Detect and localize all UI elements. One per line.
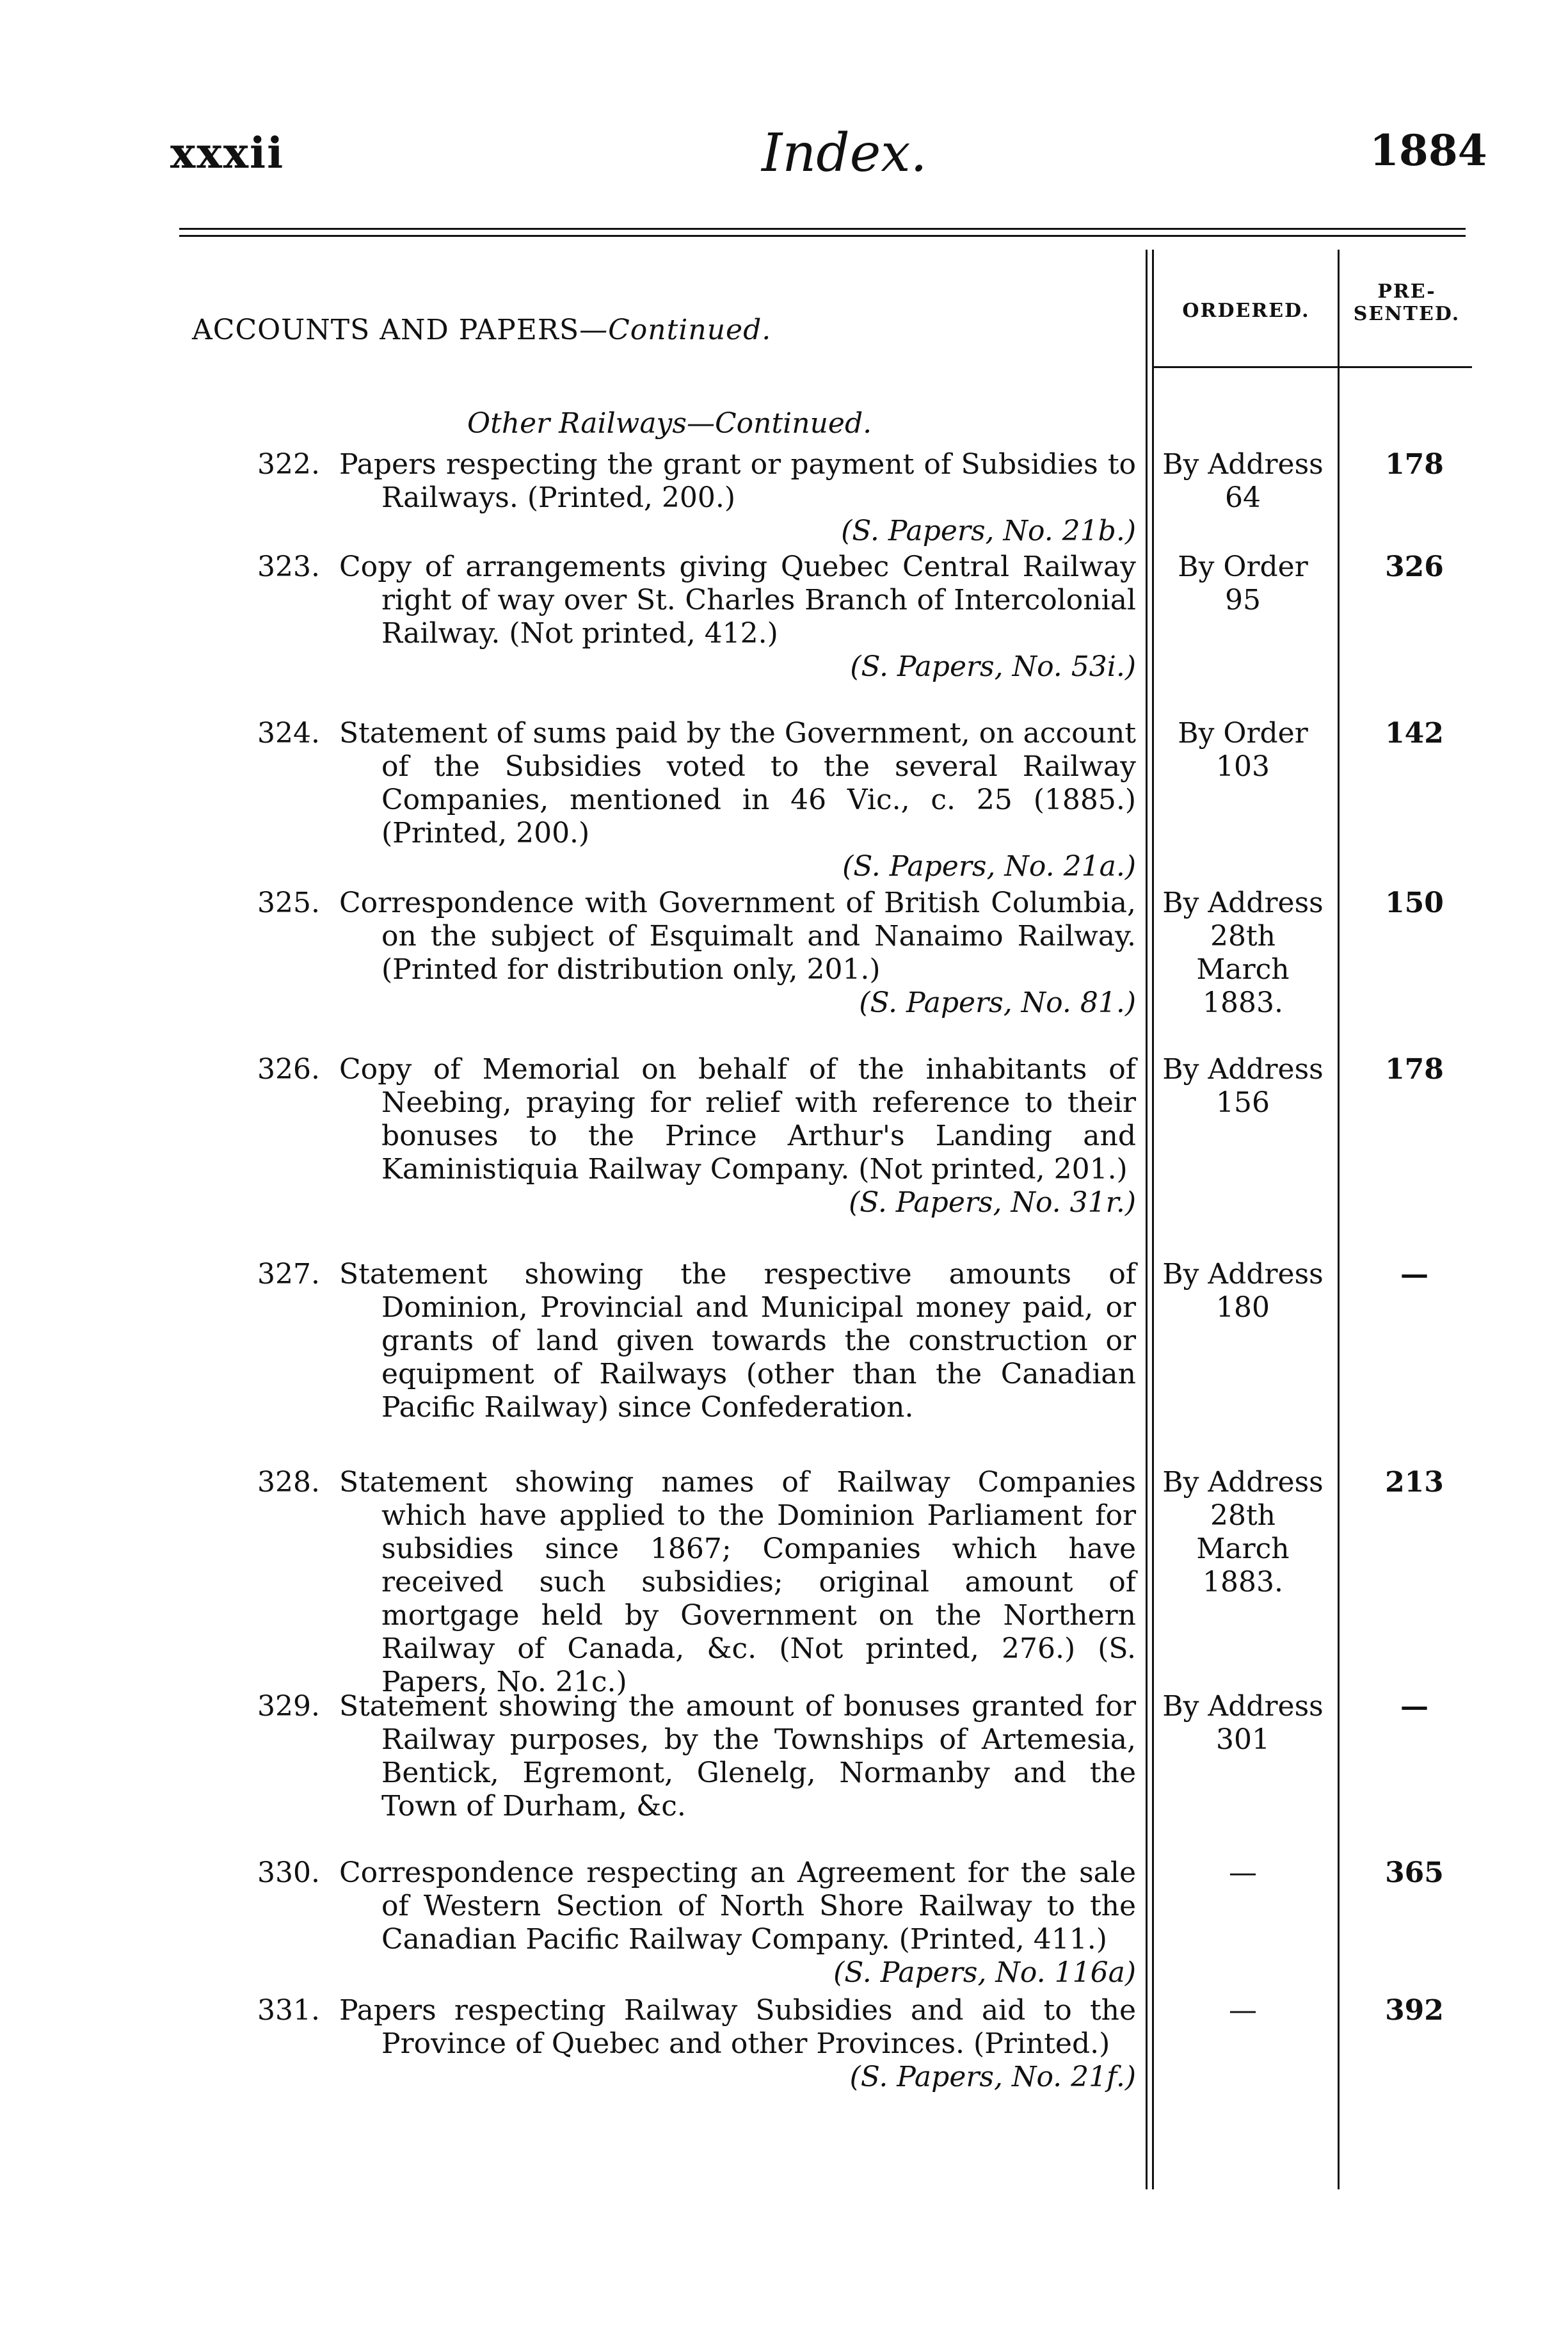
entry-number: 329. <box>257 1690 320 1723</box>
list-item <box>257 551 1136 684</box>
entry-description <box>339 1994 1136 2061</box>
entry-ordered-by: By Address <box>1162 1466 1324 1499</box>
entry-ordered-ref: 28th March 1883. <box>1196 1499 1290 1598</box>
column-rule-right <box>1338 250 1340 2189</box>
entry-ordered <box>1160 551 1326 617</box>
entry-ordered-ref: 95 <box>1225 584 1261 616</box>
entry-description-text: Papers respecting the grant or payment of Subsidies to Railways. (Printed, 200.) <box>339 448 1136 514</box>
entry-presented: — <box>1400 1258 1428 1291</box>
entry-number: 323. <box>257 551 320 583</box>
entry-description <box>339 1466 1136 1699</box>
entry-ordered-ref: 28th March 1883. <box>1196 920 1290 1019</box>
entry-number: 322. <box>257 448 320 481</box>
entry-description-text: Statement showing the respective amounts of Dominion, Provincial and Municipal money paid, or grants of land given towards the construction or equipment of Railways (other than the Canadian Pacific Railway) since Confederation. <box>339 1258 1136 1424</box>
entry-presented: 150 <box>1385 887 1444 919</box>
entry-presented: — <box>1400 1690 1428 1723</box>
entry-ordered <box>1160 887 1326 1020</box>
entry-description <box>339 887 1136 986</box>
entry-ordered-by: By Order <box>1178 717 1308 750</box>
column-presented-header-line1: PRE- <box>1377 280 1436 303</box>
entry-ordered-by: By Address <box>1162 887 1324 919</box>
entry-description-text: Copy of arrangements giving Quebec Central Railway right of way over St. Charles Branch of Intercolonial Railway. (Not printed, 412.) <box>339 551 1136 650</box>
entry-description <box>339 717 1136 850</box>
list-item <box>257 887 1136 1020</box>
entry-ordered <box>1160 717 1326 784</box>
entry-ordered-by: By Address <box>1162 1690 1324 1723</box>
entry-ordered-by: By Address <box>1162 1258 1324 1291</box>
entry-number: 324. <box>257 717 320 750</box>
entry-ordered <box>1160 1690 1326 1757</box>
column-ordered-header: ORDERED. <box>1182 300 1310 322</box>
entry-number: 325. <box>257 887 320 919</box>
entry-paper-reference: (S. Papers, No. 116a) <box>833 1956 1136 1989</box>
entry-description <box>339 551 1136 650</box>
entry-ordered-by: — <box>1229 1856 1257 1889</box>
section-continued: —Continued. <box>579 314 772 346</box>
list-item <box>257 1053 1136 1219</box>
list-item <box>257 1856 1136 1990</box>
entry-ordered-ref: 64 <box>1225 481 1261 514</box>
column-head-rule <box>1152 366 1472 368</box>
entry-description-text: Papers respecting Railway Subsidies and aid to the Province of Quebec and other Provinces. (Printed.) <box>339 1994 1136 2060</box>
list-item <box>257 1690 1136 1823</box>
entry-ordered <box>1160 1053 1326 1120</box>
entry-ordered <box>1160 1994 1326 2027</box>
entry-description-text: Correspondence respecting an Agreement for the sale of Western Section of North Shore Railway to the Canadian Pacific Railway Company. (Printed, 411.) <box>339 1856 1136 1956</box>
entry-ordered-ref: 103 <box>1216 750 1270 783</box>
entry-description <box>339 1856 1136 1956</box>
list-item <box>257 1258 1136 1424</box>
entry-ordered <box>1160 448 1326 515</box>
section-heading <box>192 314 771 346</box>
column-rule-left <box>1146 250 1148 2189</box>
entry-presented: 392 <box>1385 1994 1444 2027</box>
column-rule-left-inner <box>1152 250 1154 2189</box>
entry-ordered-by: By Address <box>1162 448 1324 481</box>
list-item <box>257 717 1136 883</box>
entry-description-text: Copy of Memorial on behalf of the inhabitants of Neebing, praying for relief with reference to their bonuses to the Prince Arthur's Landing and Kaministiquia Railway Company. (Not printed, 201.) <box>339 1053 1136 1186</box>
entry-paper-reference: (S. Papers, No. 53i.) <box>850 650 1136 683</box>
column-presented-header-line2: SENTED. <box>1353 303 1460 325</box>
entry-ordered-by: — <box>1229 1994 1257 2027</box>
page-year: 1884 <box>1370 125 1487 175</box>
entry-description <box>339 448 1136 515</box>
entry-presented: 365 <box>1385 1856 1444 1889</box>
entry-paper-reference: (S. Papers, No. 21f.) <box>849 2061 1136 2093</box>
list-item <box>257 1466 1136 1699</box>
entry-ordered-by: By Address <box>1162 1053 1324 1086</box>
entry-description <box>339 1258 1136 1424</box>
list-item <box>257 448 1136 548</box>
list-item <box>257 1994 1136 2094</box>
entry-paper-reference: (S. Papers, No. 21b.) <box>841 515 1136 547</box>
entry-ordered-ref: 180 <box>1216 1291 1270 1324</box>
entry-ordered <box>1160 1466 1326 1599</box>
entry-ordered <box>1160 1856 1326 1890</box>
entry-number: 328. <box>257 1466 320 1499</box>
entry-description-text: Statement of sums paid by the Government, on account of the Subsidies voted to the several Railway Companies, mentioned in 46 Vic., c. 25 (1885.) (Printed, 200.) <box>339 717 1136 849</box>
entry-presented: 178 <box>1385 1053 1444 1086</box>
entry-ordered <box>1160 1258 1326 1324</box>
section-title: ACCOUNTS AND PAPERS <box>192 314 580 346</box>
entry-description-text: Correspondence with Government of British Columbia, on the subject of Esquimalt and Nanaimo Railway. (Printed for distribution only, 201.) <box>339 887 1136 986</box>
entry-paper-reference: (S. Papers, No. 81.) <box>859 986 1136 1019</box>
entry-description-text: Statement showing the amount of bonuses granted for Railway purposes, by the Townships of Artemesia, Bentick, Egremont, Glenelg, Normanby and the Town of Durham, &c. <box>339 1690 1136 1823</box>
entry-paper-reference: (S. Papers, No. 21a.) <box>842 850 1136 883</box>
subheading <box>467 407 872 440</box>
entry-ordered-by: By Order <box>1178 551 1308 583</box>
entry-number: 330. <box>257 1856 320 1889</box>
entry-number: 331. <box>257 1994 320 2027</box>
entry-presented: 213 <box>1385 1466 1444 1499</box>
entry-ordered-ref: 301 <box>1216 1723 1270 1756</box>
page-title: Index. <box>762 123 927 184</box>
entry-number: 327. <box>257 1258 320 1291</box>
entry-presented: 178 <box>1385 448 1444 481</box>
column-presented-header <box>1343 280 1471 325</box>
entry-number: 326. <box>257 1053 320 1086</box>
entry-presented: 326 <box>1385 551 1444 583</box>
entry-ordered-ref: 156 <box>1216 1086 1270 1119</box>
subheading-text: Other Railways—Continued. <box>467 407 872 440</box>
header-rule <box>179 228 1466 237</box>
page-number: xxxii <box>170 128 285 178</box>
entry-paper-reference: (S. Papers, No. 31r.) <box>849 1186 1136 1219</box>
entry-description-text: Statement showing names of Railway Companies which have applied to the Dominion Parliament for subsidies since 1867; Companies which have received such subsidies; original amount of mortgage held by Government on the Northern Railway of Canada, &c. (Not printed, 276.) (S. Papers, No. 21c.) <box>339 1466 1136 1698</box>
entry-presented: 142 <box>1385 717 1444 750</box>
entry-description <box>339 1053 1136 1186</box>
entry-description <box>339 1690 1136 1823</box>
